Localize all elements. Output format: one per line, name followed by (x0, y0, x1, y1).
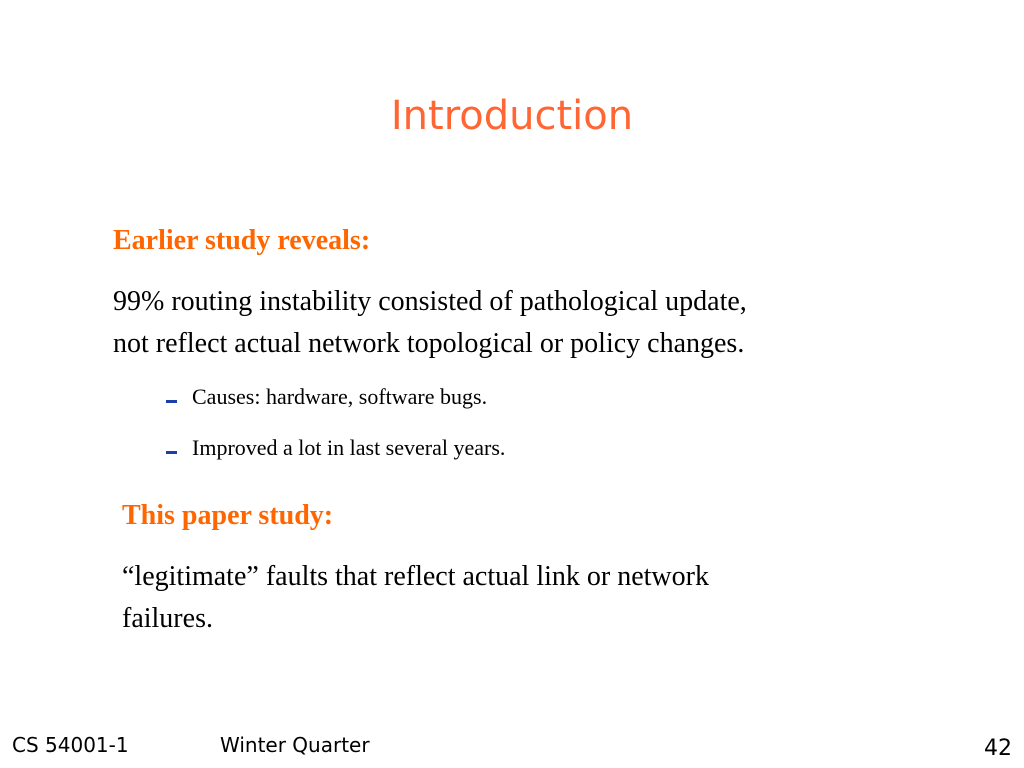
bullet-item (166, 435, 505, 461)
paragraph-line: not reflect actual network topological or policy changes. (113, 328, 745, 359)
paragraph-line: 99% routing instability consisted of pathological update, (113, 286, 747, 317)
section-paragraph-earlier-study (113, 281, 747, 365)
dash-bullet-icon (166, 400, 177, 403)
section-heading-this-paper: This paper study: (122, 500, 334, 531)
section-paragraph-this-paper (122, 556, 709, 640)
footer-course: CS 54001-1 (12, 733, 129, 757)
footer-term: Winter Quarter (220, 733, 370, 757)
slide-title: Introduction (390, 93, 634, 139)
paragraph-line: “legitimate” faults that reflect actual link or network (122, 561, 709, 592)
section-heading-earlier-study: Earlier study reveals: (113, 225, 371, 256)
footer-page-number: 42 (984, 736, 1012, 761)
bullet-text: Improved a lot in last several years. (192, 435, 506, 460)
bullet-text: Causes: hardware, software bugs. (192, 384, 488, 409)
bullet-item (166, 384, 487, 410)
dash-bullet-icon (166, 451, 177, 454)
paragraph-line: failures. (122, 603, 213, 634)
